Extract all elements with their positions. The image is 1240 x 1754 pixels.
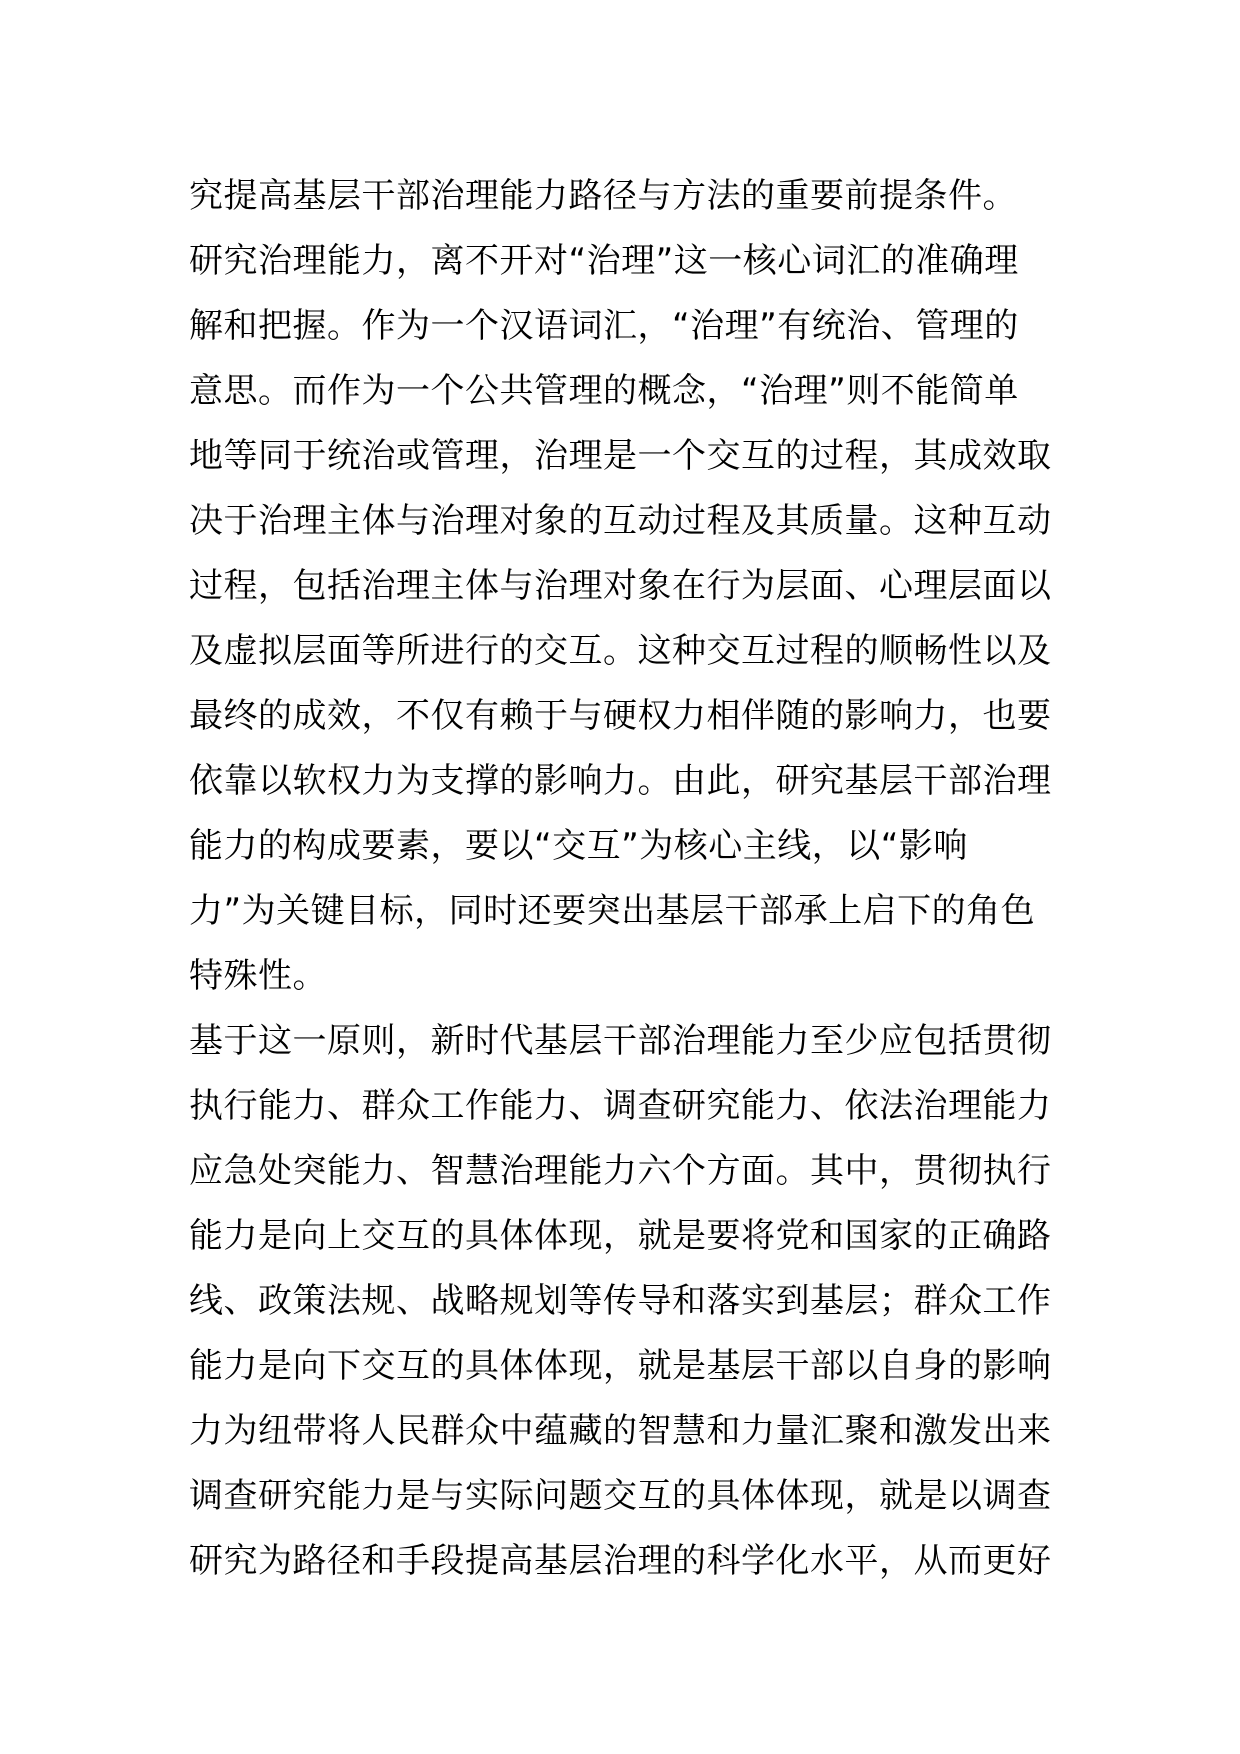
text-line: 及虚拟层面等所进行的交互。这种交互过程的顺畅性以及 [189, 631, 1052, 671]
text-line: 力”为关键目标，同时还要突出基层干部承上启下的角色 [189, 891, 1036, 931]
text-line: 解和把握。作为一个汉语词汇，“治理”有统治、管理的 [189, 306, 1019, 346]
text-line: 能力是向上交互的具体体现，就是要将党和国家的正确路 [189, 1216, 1052, 1256]
text-line: 调查研究能力是与实际问题交互的具体体现，就是以调查 [189, 1476, 1052, 1516]
text-line: 应急处突能力、智慧治理能力六个方面。其中，贯彻执行 [189, 1151, 1052, 1191]
text-line: 执行能力、群众工作能力、调查研究能力、依法治理能力 [189, 1086, 1052, 1126]
text-line: 能力的构成要素，要以“交互”为核心主线，以“影响 [189, 826, 968, 866]
text-line: 基于这一原则，新时代基层干部治理能力至少应包括贯彻 [189, 1021, 1052, 1061]
text-line: 线、政策法规、战略规划等传导和落实到基层；群众工作 [189, 1281, 1052, 1321]
body-text [189, 164, 1069, 1594]
text-line: 最终的成效，不仅有赖于与硬权力相伴随的影响力，也要 [189, 696, 1052, 736]
text-line: 决于治理主体与治理对象的互动过程及其质量。这种互动 [189, 501, 1052, 541]
text-line: 能力是向下交互的具体体现，就是基层干部以自身的影响 [189, 1346, 1052, 1386]
text-line: 研究治理能力，离不开对“治理”这一核心词汇的准确理 [189, 241, 1019, 281]
text-line: 究提高基层干部治理能力路径与方法的重要前提条件。 [189, 176, 1017, 216]
text-line: 力为纽带将人民群众中蕴藏的智慧和力量汇聚和激发出来 [189, 1411, 1052, 1451]
text-line: 过程，包括治理主体与治理对象在行为层面、心理层面以 [189, 566, 1052, 606]
text-line: 研究为路径和手段提高基层治理的科学化水平，从而更好 [189, 1541, 1052, 1581]
text-line: 依靠以软权力为支撑的影响力。由此，研究基层干部治理 [189, 761, 1052, 801]
text-line: 意思。而作为一个公共管理的概念，“治理”则不能简单 [189, 371, 1019, 411]
text-line: 特殊性。 [189, 956, 327, 996]
text-line: 地等同于统治或管理，治理是一个交互的过程，其成效取 [189, 436, 1052, 476]
